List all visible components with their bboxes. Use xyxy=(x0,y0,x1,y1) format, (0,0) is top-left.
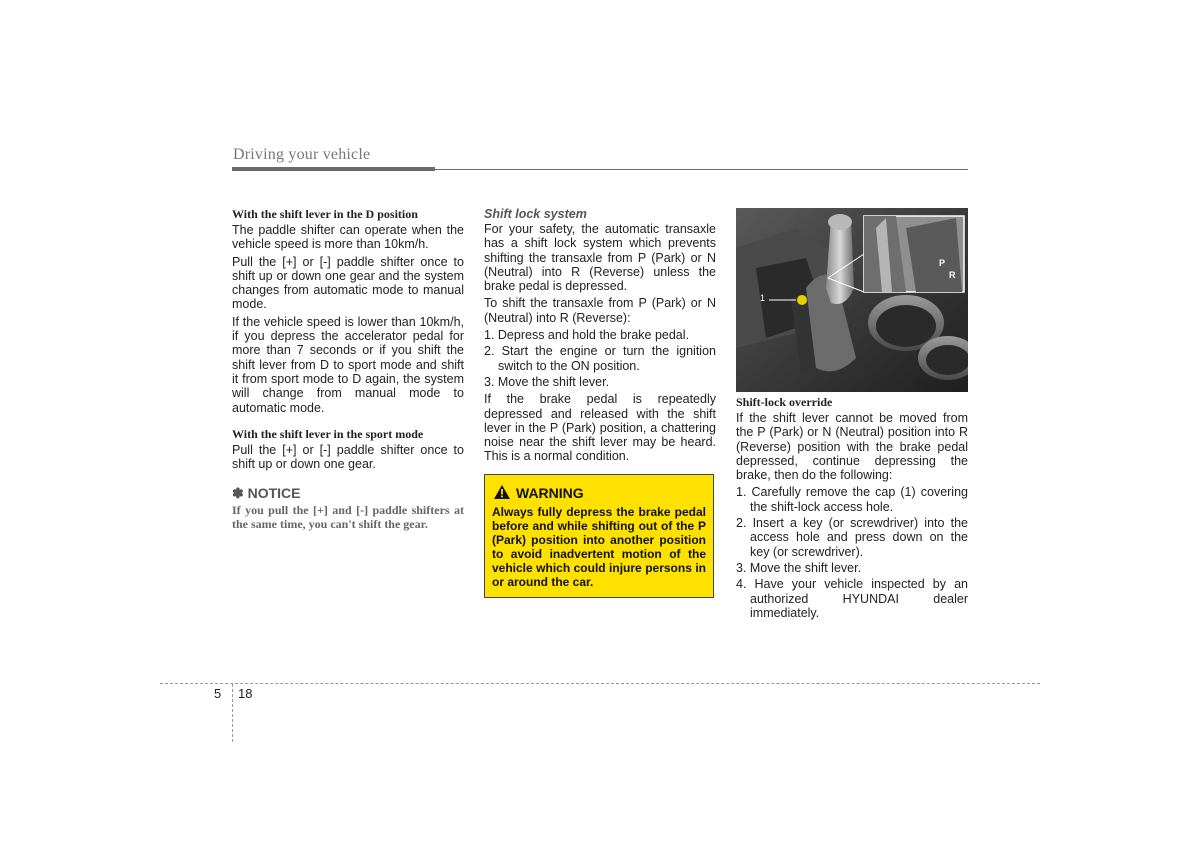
header-rule-thin xyxy=(435,169,968,170)
shift-lock-paragraph-1: For your safety, the automatic transaxle has a shift lock system which prevents shifting the transaxle from P (Park) or N (Neutral) into R (Reverse) unless the brake pedal is depressed. xyxy=(484,222,716,294)
shift-lever-photo xyxy=(736,208,968,392)
shift-lock-paragraph-2: To shift the transaxle from P (Park) or N (Neutral) into R (Reverse): xyxy=(484,296,716,325)
sport-mode-paragraph: Pull the [+] or [-] paddle shifter once to shift up or down one gear. xyxy=(232,442,464,472)
warning-box xyxy=(484,474,714,598)
shift-lock-steps xyxy=(484,328,716,389)
list-item: 2. Start the engine or turn the ignition switch to the ON position. xyxy=(484,344,716,373)
footer-rule xyxy=(160,683,1040,684)
warning-text: Always fully depress the brake pedal before and while shifting out of the P (Park) position into another position to avoid inadvertent motion of the vehicle which could injure persons in or around the car. xyxy=(492,504,706,589)
override-steps xyxy=(736,485,968,620)
list-item: 3. Move the shift lever. xyxy=(736,560,862,575)
list-item: 3. Move the shift lever. xyxy=(484,374,610,389)
chapter-number: 5 xyxy=(214,686,222,701)
warning-header xyxy=(494,485,706,502)
column-middle xyxy=(484,207,716,598)
shift-lock-paragraph-3: If the brake pedal is repeatedly depressed and released with the shift lever in the P (Park) position, a chattering noise near the shift lever may be heard. This is a normal condition. xyxy=(484,392,716,464)
notice-title: ✽ NOTICE xyxy=(232,485,301,502)
notice-text: If you pull the [+] and [-] paddle shifters at the same time, you can't shift the gear. xyxy=(232,503,464,532)
column-left xyxy=(232,207,464,531)
list-item: 1. Carefully remove the cap (1) covering the shift-lock access hole. xyxy=(736,485,968,514)
inset-gear-r: R xyxy=(949,270,956,280)
warning-title: WARNING xyxy=(516,485,584,502)
d-position-heading: With the shift lever in the D position xyxy=(232,207,418,221)
inset-gear-p: P xyxy=(939,258,946,268)
shift-lock-heading: Shift lock system xyxy=(484,207,587,221)
callout-number: 1 xyxy=(760,293,766,303)
sport-mode-heading: With the shift lever in the sport mode xyxy=(232,426,424,441)
list-item: 4. Have your vehicle inspected by an authorized HYUNDAI dealer immediately. xyxy=(736,577,968,620)
list-item: 1. Depress and hold the brake pedal. xyxy=(484,328,689,343)
page-number: 18 xyxy=(238,686,253,701)
header-rule-thick xyxy=(232,167,435,171)
d-position-paragraph-1: The paddle shifter can operate when the vehicle speed is more than 10km/h. xyxy=(232,223,464,252)
figure-code: OYF059011N xyxy=(913,379,968,389)
column-right xyxy=(736,208,968,623)
override-paragraph: If the shift lever cannot be moved from the P (Park) or N (Neutral) position into R (Reverse) position with the brake pedal depressed, continue depressing the brake, then do the following: xyxy=(736,411,968,483)
list-item: 2. Insert a key (or screwdriver) into the access hole and press down on the key (or screwdriver). xyxy=(736,516,968,559)
page-section-title: Driving your vehicle xyxy=(233,146,371,163)
footer-divider xyxy=(232,684,233,742)
d-position-paragraph-3: If the vehicle speed is lower than 10km/h, if you depress the accelerator pedal for more than 7 seconds or if you shift the shift lever from D to sport mode and shift it from sport mode to D again, the system will change from manual mode to automatic mode. xyxy=(232,314,464,415)
override-heading: Shift-lock override xyxy=(736,395,833,409)
shift-lever-illustration xyxy=(736,208,968,392)
warning-triangle-icon xyxy=(494,485,510,502)
d-position-paragraph-2: Pull the [+] or [-] paddle shifter once to shift up or down one gear and the system changes from automatic mode to manual mode. xyxy=(232,254,464,312)
